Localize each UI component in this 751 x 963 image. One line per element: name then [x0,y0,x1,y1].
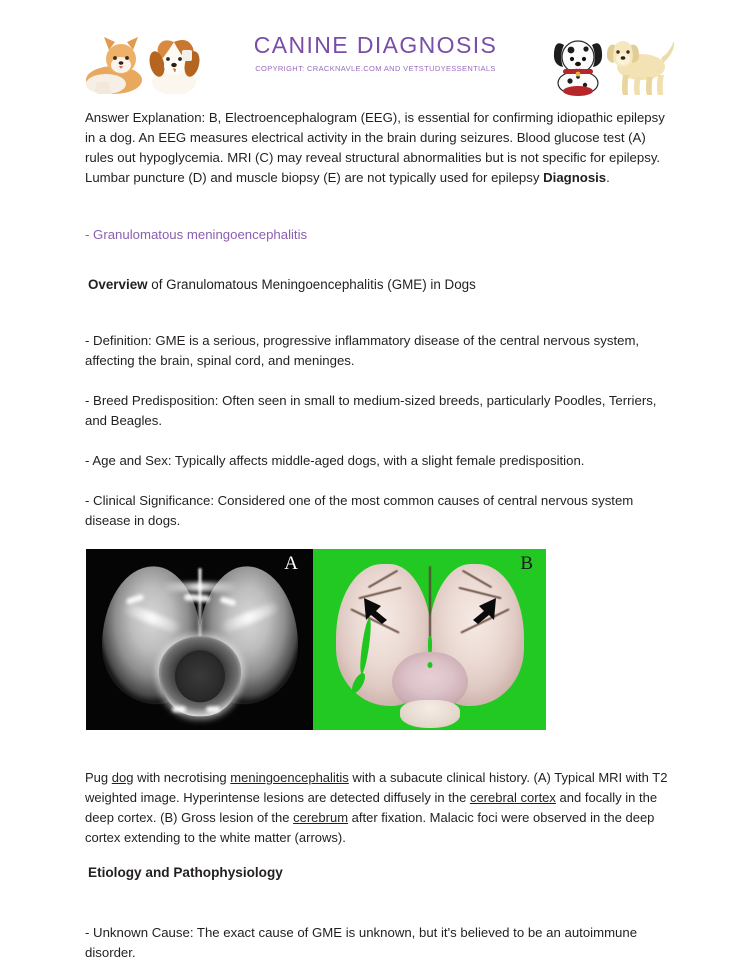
mri-brainstem-core [175,650,225,702]
answer-explanation-text: Answer Explanation: B, Electroencephalogram (EEG), is essential for confirming idiopathic epilepsy in a dog. An EEG measures electrical activity in the brain during seizures. Blood glucose test (A) rules out hypoglycemia. MRI (C) may reveal structural abnormalities but is not specific for epilepsy. Lumbar puncture (D) and muscle biopsy (E) are not typically used for epilepsy [85,110,665,185]
answer-explanation-paragraph [85,108,675,188]
answer-explanation-period: . [606,170,610,185]
overview-rest-text: of Granulomatous Meningoencephalitis (GME) in Dogs [147,277,476,292]
caption-seg-1: Pug [85,770,112,785]
caption-seg-3: with a subacute clinical history. (A) Typical MRI with T2 weighted image. Hyperintense lesions are detected diffusely in the [85,770,668,805]
gross-brain-section-image [336,561,524,727]
gross-cerebellum [400,699,460,727]
caption-seg-5: after fixation. Malacic foci were observed in the deep cortex extending to the white matter (arrows). [85,810,655,845]
mri-lesion-focus [183,593,209,602]
caption-link-cerebral-cortex: cerebral cortex [469,790,556,805]
list-item: - Definition: GME is a serious, progressive inflammatory disease of the central nervous system, affecting the brain, spinal cord, and meninges. [85,333,640,368]
figure-panel-b [313,549,546,730]
corgi-dog-illustration [86,37,142,94]
caption-link-dog: dog [111,770,134,785]
site-title: CANINE DIAGNOSIS [253,32,498,59]
gross-background-gap [427,661,432,667]
list-item: - Breed Predisposition: Often seen in small to medium-sized breeds, particularly Poodles, Terriers, and Beagles. [85,393,657,428]
caption-seg-4: and focally in the deep cortex. (B) Gross lesion of the [85,790,658,825]
mri-midline [198,568,201,646]
labrador-dog-illustration [607,41,674,95]
lesion-arrow-right-icon [466,593,500,623]
mri-lesion-focus [172,706,186,712]
corgi-and-beagle-icon [78,32,214,94]
answer-explanation-bold-word: Diagnosis [543,170,607,185]
document-content [0,108,751,963]
list-item: - Age and Sex: Typically affects middle-aged dogs, with a slight female predisposition. [85,453,585,468]
caption-link-cerebrum: cerebrum [293,810,349,825]
list-item: - Unknown Cause: The exact cause of GME is unknown, but it's believed to be an autoimmune disorder. [85,925,638,960]
site-copyright: COPYRIGHT: CRACKNAVLE.COM AND VETSTUDYESSENTIALS [255,63,496,73]
overview-line [85,275,671,295]
header-dog-illustrations-left [78,32,214,94]
topic-heading: - Granulomatous meningoencephalitis [85,227,308,242]
caption-seg-2: with necrotising [133,770,231,785]
mri-brainstem [159,636,241,716]
section-heading-etiology: Etiology and Pathophysiology [88,865,283,880]
lesion-arrow-left-icon [360,593,394,623]
mri-brain-image [102,560,298,726]
panel-a-label: A [284,553,298,574]
figure-caption [85,768,670,848]
panel-b-label: B [520,553,533,574]
header-titles [254,27,498,72]
list-item: - Clinical Significance: Considered one of the most common causes of central nervous system disease in dogs. [85,493,634,528]
overview-bold-word: Overview [88,277,148,292]
page-header [0,0,751,100]
figure-panel-a [86,549,313,730]
dalmatian-puppy-illustration [554,41,602,96]
header-dog-illustrations-right [545,33,677,97]
beagle-dog-illustration [147,40,202,94]
mri-lesion-focus [206,706,220,712]
dalmatian-and-labrador-icon [545,33,677,97]
caption-link-meningoencephalitis: meningoencephalitis [230,770,349,785]
figure-brain-panels [86,549,546,730]
